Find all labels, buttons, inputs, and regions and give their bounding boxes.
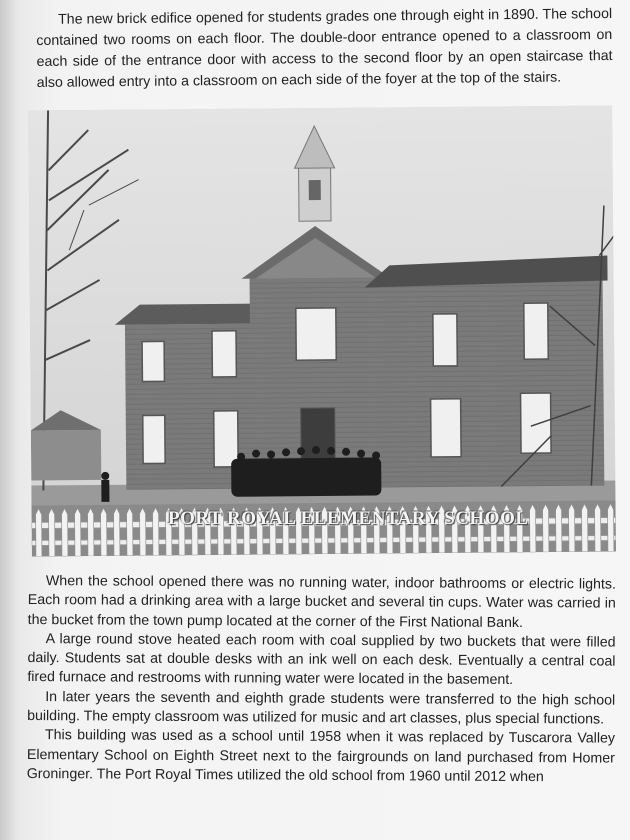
fence-picket xyxy=(140,508,146,556)
fence-picket xyxy=(101,508,107,556)
fence-picket xyxy=(595,504,601,552)
fence-picket xyxy=(88,508,94,556)
body-paragraph-1: When the school opened there was no running water, indoor bathrooms or electric lights. Each room had a drinking area with a large bucket and several tin cups. Water was carried in the bucket from the town pump located at the corner of the First National Bank. xyxy=(27,573,616,631)
body-text xyxy=(27,572,616,788)
body-paragraph-4: This building was used as a school until 1958 when it was replaced by Tuscarora Valley Elementary School on Eighth Street next to the fairgrounds on land purchased from Homer Groninger. The Port Royal Times utilized the old school from 1960 until 2012 when xyxy=(26,727,616,786)
fence-picket xyxy=(153,507,159,555)
fence-picket xyxy=(543,504,549,552)
fence-picket xyxy=(569,504,575,552)
fence-picket xyxy=(62,508,68,556)
body-paragraph-2: A large round stove heated each room with coal supplied by two buckets that were filled daily. Students sat at double desks with an ink well on each desk. Eventually a central coal fired furnace and restrooms with running water were located in the basement. xyxy=(27,630,616,689)
fence-picket xyxy=(49,508,55,556)
body-paragraph-3: In later years the seventh and eighth grade students were transferred to the high school building. The empty classroom was utilized for music and art classes, plus special functions. xyxy=(27,688,616,728)
school-photograph xyxy=(28,105,616,556)
fence-picket xyxy=(75,508,81,556)
fence-picket xyxy=(608,503,614,551)
intro-text: The new brick edifice opened for students grades one through eight in 1890. The school contained two rooms on each floor. The double-door entrance opened to a classroom on each side of the entrance door with access to the second floor by an open staircase that also allowed entry into a classroom on each side of the foyer at the top of the stairs. xyxy=(36,5,613,91)
intro-paragraph xyxy=(36,4,613,94)
photo-caption: PORT ROYAL ELEMENTARY SCHOOL xyxy=(168,508,529,529)
school-building-illustration xyxy=(28,105,616,556)
fence-picket xyxy=(127,508,133,556)
fence-picket xyxy=(556,504,562,552)
fence-picket xyxy=(530,504,536,552)
fence-picket xyxy=(114,508,120,556)
fence-picket xyxy=(582,504,588,552)
fence-picket xyxy=(36,508,42,556)
